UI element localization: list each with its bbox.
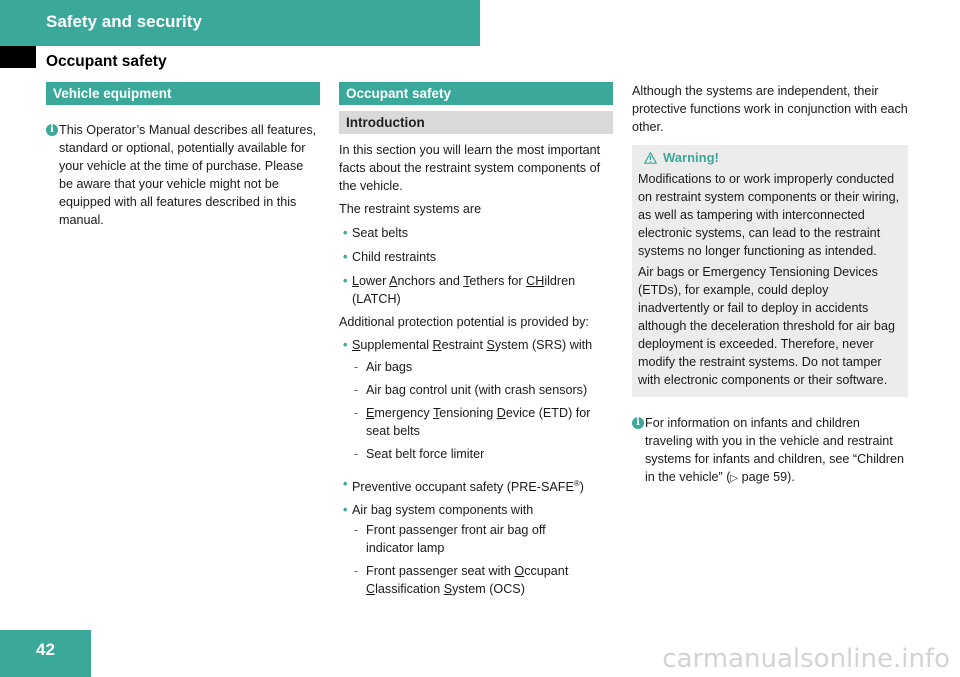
column-occupant-safety [339, 82, 613, 598]
warning-box [632, 145, 908, 397]
info-children-text: For information on infants and children traveling with you in the vehicle and restraint systems for infants and children, see “Children in the vehicle” ( [645, 416, 904, 484]
additional-intro: Additional protection potential is provided by: [339, 315, 589, 329]
header-band [0, 0, 480, 46]
info-note [46, 121, 320, 229]
page-subtitle: Occupant safety [46, 53, 167, 70]
sub-item-force-limiter: - Seat belt force limiter [354, 447, 485, 461]
warning-text-1: Modifications to or work improperly conducted on restraint system components or their wiring, as well as tampering with interconnected electronic systems, can lead to the restraint systems no longer functioning as intended. [638, 172, 900, 258]
section-title: Safety and security [46, 12, 202, 31]
restraints-intro: The restraint systems are [339, 202, 482, 216]
info-note-children [632, 414, 908, 488]
list-item-latch: • Lower Anchors and Tethers for CHildren (LATCH) [343, 274, 576, 306]
page-ref-arrow-icon: ▷ [730, 473, 739, 484]
intro-text: In this section you will learn the most important facts about the restraint system components of the vehicle. [339, 143, 601, 193]
sub-item-etd: - Emergency Tensioning Device (ETD) for seat belts [354, 406, 591, 438]
warning-triangle-icon [644, 152, 657, 164]
sub-item-indicator-lamp: - Front passenger front air bag off indicator lamp [354, 523, 546, 556]
watermark: carmanualsonline.info [662, 644, 950, 674]
column-vehicle-equipment [46, 82, 320, 229]
page-marker [0, 46, 36, 68]
info-text: This Operator’s Manual describes all features, standard or optional, potentially available for your vehicle at the time of purchase. Please be aware that your vehicle might not be equipped with all features described in this manual. [59, 123, 317, 227]
sub-item-control-unit: - Air bag control unit (with crash sensors) [354, 383, 588, 397]
sub-item-ocs: - Front passenger seat with Occupant Classification System (OCS) [354, 564, 569, 597]
list-item-seat-belts: • Seat belts [343, 226, 409, 240]
page-number: 42 [36, 640, 55, 659]
band-vehicle-equipment: Vehicle equipment [46, 82, 320, 105]
independence-text: Although the systems are independent, their protective functions work in conjunction with each other. [632, 84, 908, 134]
list-item-child-restraints: • Child restraints [343, 250, 436, 264]
band-occupant-safety: Occupant safety [339, 82, 613, 105]
subband-introduction: Introduction [339, 111, 613, 134]
list-item-presafe: • Preventive occupant safety (PRE-SAFE®) [343, 477, 584, 495]
info-icon: i [632, 417, 644, 429]
column-continued [632, 82, 908, 488]
sub-item-air-bags: - Air bags [354, 360, 413, 374]
warning-text-2: Air bags or Emergency Tensioning Devices (ETDs), for example, could deploy inadvertently or fail to deploy in accidents although the deceleration threshold for air bag deployment is exceeded. Therefore, never modify the restraint systems. Do not tamper with electronic components or their software. [638, 265, 895, 387]
list-item-airbag-components: • Air bag system components with [343, 503, 534, 518]
warning-heading: Warning! [638, 149, 902, 167]
footer-band [0, 630, 91, 677]
info-icon: i [46, 124, 58, 136]
list-item-srs: • Supplemental Restraint System (SRS) with [343, 338, 593, 352]
page-ref-link[interactable]: page 59). [738, 470, 795, 484]
